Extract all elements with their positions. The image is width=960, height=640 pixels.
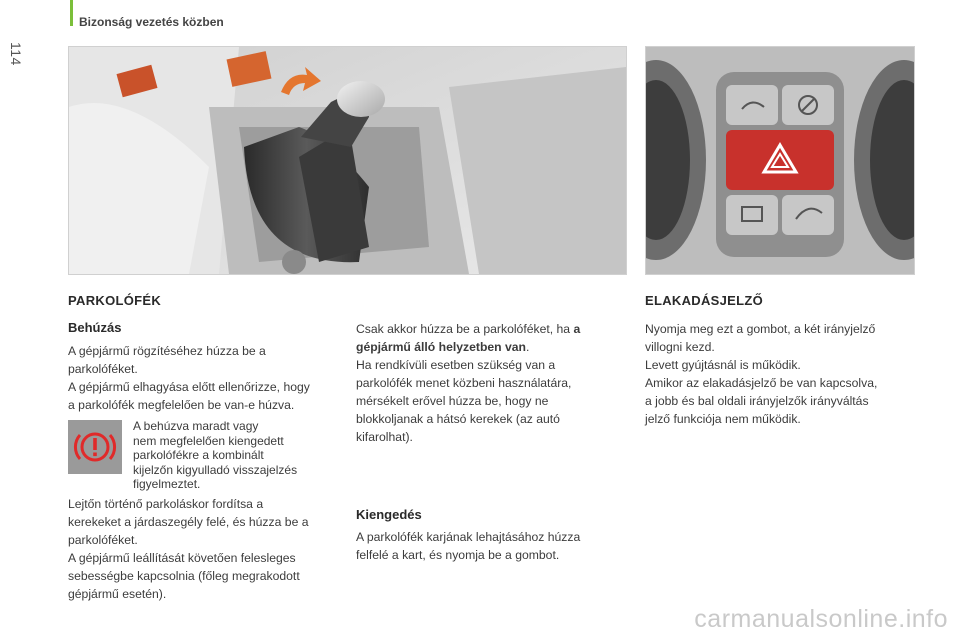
- warning-line: parkolófékre a kombinált: [133, 448, 264, 462]
- hazard-switch-illustration: [645, 46, 915, 275]
- slope-line: sebességbe kapcsolnia (főleg megrakodott: [68, 569, 300, 583]
- hazard-line: jelző funkciója nem működik.: [645, 412, 801, 426]
- hazard-line: Amikor az elakadásjelző be van kapcsolva,: [645, 376, 878, 390]
- brake-warning-box: [68, 420, 122, 474]
- hazard-line: villogni kezd.: [645, 340, 715, 354]
- usage-line: blokkoljanak a hátsó kerekek (az autó: [356, 412, 560, 426]
- slope-line: Lejtőn történő parkoláskor fordítsa a: [68, 497, 264, 511]
- parking-brake-title: PARKOLÓFÉK: [68, 293, 162, 308]
- slope-line: A gépjármű leállítását követően felesleges: [68, 551, 296, 565]
- warning-line: kijelzőn kigyulladó visszajelzés: [133, 462, 298, 477]
- release-subtitle: Kiengedés: [356, 507, 422, 522]
- engage-paragraph: [68, 342, 348, 414]
- page-number: 114: [8, 42, 24, 66]
- usage-text: Csak akkor húzza be a parkolóféket, ha: [356, 322, 574, 336]
- warning-line: A behúzva maradt vagy: [133, 419, 259, 433]
- hazard-title: ELAKADÁSJELZŐ: [645, 293, 764, 308]
- hazard-line: a jobb és bal oldali irányjelzők irányváltás: [645, 394, 869, 408]
- slope-line: kerekeket a járdaszegély felé, és húzza be a: [68, 515, 309, 529]
- slope-paragraph: [68, 495, 353, 603]
- brake-warning-icon: [68, 420, 122, 474]
- usage-line: parkolófék menet közbeni használatára,: [356, 376, 572, 390]
- usage-bold: gépjármű álló helyzetben van: [356, 340, 526, 354]
- release-line: felfelé a kart, és nyomja be a gombot.: [356, 548, 560, 562]
- usage-paragraph: [356, 320, 626, 446]
- hazard-line: Nyomja meg ezt a gombot, a két irányjelző: [645, 322, 876, 336]
- warning-line: nem megfelelően kiengedett: [133, 433, 284, 448]
- brake-warning-text: [133, 419, 333, 492]
- engage-line: A gépjármű rögzítéséhez húzza be a: [68, 344, 266, 358]
- usage-line: [356, 338, 626, 356]
- release-line: A parkolófék karjának lehajtásához húzza: [356, 530, 581, 544]
- hazard-line: Levett gyújtásnál is működik.: [645, 358, 801, 372]
- usage-line: kifarolhat).: [356, 430, 413, 444]
- slope-line: parkolóféket.: [68, 533, 138, 547]
- hazard-paragraph: [645, 320, 915, 428]
- usage-text: .: [526, 340, 530, 354]
- engage-line: parkolóféket.: [68, 362, 138, 376]
- engage-subtitle: Behúzás: [68, 320, 122, 335]
- usage-line: Ha rendkívüli esetben szükség van a: [356, 358, 556, 372]
- release-paragraph: [356, 528, 626, 564]
- usage-bold: a: [573, 322, 581, 336]
- parking-brake-illustration: [68, 46, 627, 275]
- header-accent-bar: [70, 0, 73, 26]
- slope-line: gépjármű esetén).: [68, 587, 167, 601]
- engage-line: a parkolófék megfelelően be van-e húzva.: [68, 398, 295, 412]
- usage-line: [356, 320, 626, 338]
- header-title: Bizonság vezetés közben: [79, 15, 224, 29]
- engage-line: A gépjármű elhagyása előtt ellenőrizze, hogy: [68, 380, 310, 394]
- warning-line: figyelmeztet.: [133, 477, 201, 491]
- usage-line: mérsékelt erővel húzza be, hogy ne: [356, 394, 549, 408]
- watermark: carmanualsonline.info: [694, 605, 948, 633]
